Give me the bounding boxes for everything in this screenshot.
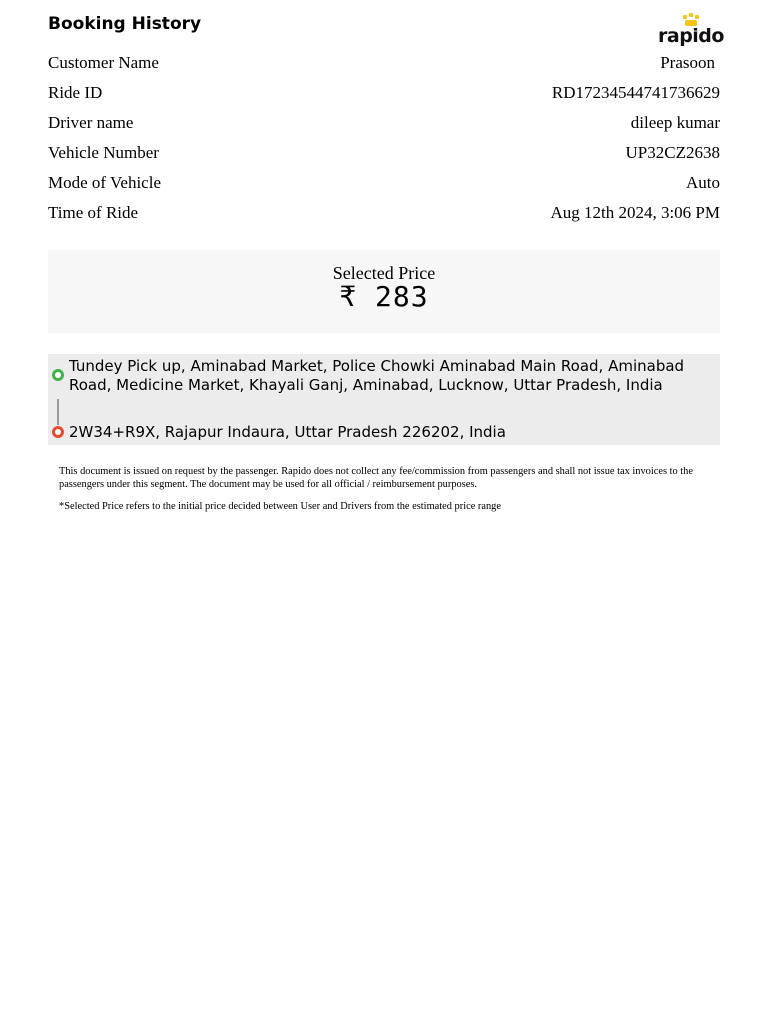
detail-value: UP32CZ2638 <box>625 143 720 162</box>
price-footnote: *Selected Price refers to the initial price decided between User and Drivers from the estimated price range <box>59 501 501 512</box>
detail-value: RD17234544741736629 <box>551 83 720 102</box>
detail-label: Driver name <box>48 113 134 132</box>
detail-row-mode-of-vehicle <box>48 172 720 202</box>
selected-price-label: Selected Price <box>332 263 436 283</box>
detail-label: Time of Ride <box>48 203 139 222</box>
detail-label: Vehicle Number <box>48 143 159 162</box>
detail-value: Auto <box>686 173 720 192</box>
detail-value: dileep kumar <box>630 113 720 132</box>
drop-address: 2W34+R9X, Rajapur Indaura, Uttar Pradesh 226202, India <box>69 423 506 441</box>
detail-row-customer-name <box>48 52 720 82</box>
detail-label: Mode of Vehicle <box>48 173 161 192</box>
ride-details <box>48 52 720 232</box>
detail-value: Aug 12th 2024, 3:06 PM <box>550 203 720 222</box>
rapido-logo <box>658 13 722 51</box>
detail-row-ride-id <box>48 82 720 112</box>
detail-label: Customer Name <box>48 53 159 72</box>
pickup-address: Tundey Pick up, Aminabad Market, Police Chowki Aminabad Main Road, Aminabad Road, Medicine Market, Khayali Ganj, Aminabad, Lucknow, Uttar Pradesh, India <box>69 357 685 394</box>
selected-price-box <box>48 250 720 333</box>
rapido-logo-wordmark: rapido <box>658 25 724 47</box>
detail-label: Ride ID <box>48 83 103 102</box>
detail-value: Prasoon <box>660 53 715 72</box>
disclaimer-text: This document is issued on request by the passenger. Rapido does not collect any fee/commission from passengers and shall not issue tax invoices to the passengers under this segment. The document may be used for all official / reimbursement purposes. <box>59 466 693 490</box>
route-connector-line <box>57 399 59 425</box>
route-box <box>48 354 720 445</box>
detail-row-time-of-ride <box>48 202 720 232</box>
detail-row-vehicle-number <box>48 142 720 172</box>
page-title: Booking History <box>48 14 202 34</box>
detail-row-driver-name <box>48 112 720 142</box>
drop-pin-icon <box>52 426 64 438</box>
pickup-pin-icon <box>52 369 64 381</box>
selected-price-value: ₹ 283 <box>339 280 429 313</box>
